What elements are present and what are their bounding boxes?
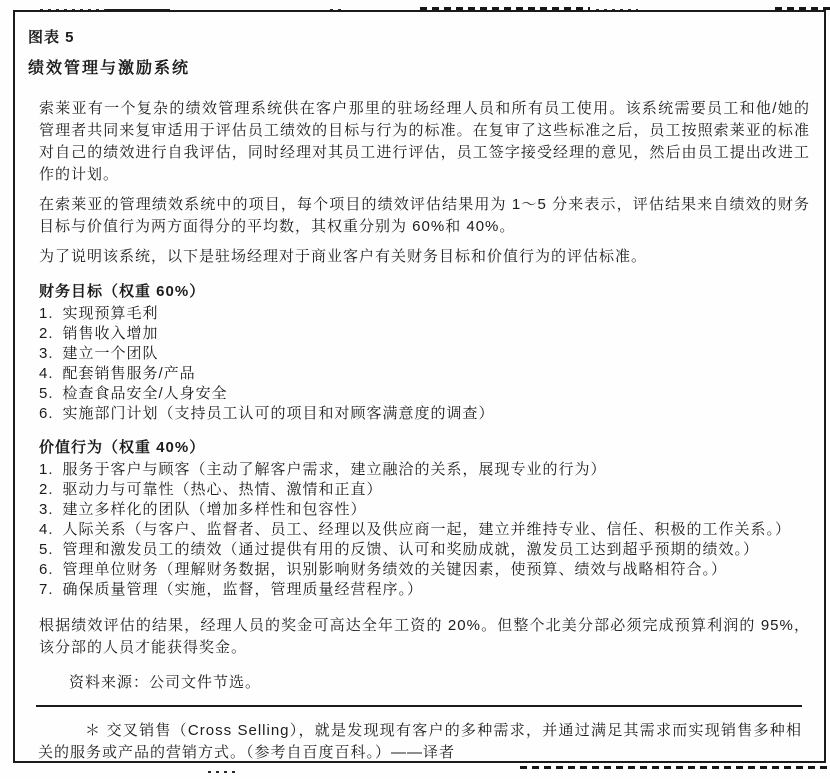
scan-artifact-bottom (208, 771, 238, 773)
value-behavior-text: 人际关系（与客户、监督者、员工、经理以及供应商一起，建立并维持专业、信任、积极的工作关系。） (62, 521, 792, 538)
exhibit-box (13, 10, 826, 763)
value-behavior-item (39, 580, 810, 600)
financial-goal-text: 配套销售服务/产品 (62, 365, 196, 382)
financial-goal-text: 实现预算毛利 (62, 305, 159, 322)
financial-goal-item (39, 404, 810, 424)
value-behavior-text: 服务于客户与顾客（主动了解客户需求，建立融洽的关系，展现专业的行为） (62, 461, 607, 478)
value-behavior-item (39, 520, 810, 540)
value-behavior-text: 驱动力与可靠性（热心、热情、激情和正直） (62, 481, 383, 498)
footnote-divider (36, 705, 802, 763)
value-behavior-item (39, 480, 810, 500)
value-behaviors-heading: 价值行为（权重 40%） (39, 439, 206, 456)
exhibit-body (39, 98, 810, 693)
exhibit-label: 图表 5 (28, 29, 75, 46)
closing-paragraph: 根据绩效评估的结果，经理人员的奖金可高达全年工资的 20%。但整个北美分部必须完成预算利润的 95%，该分部的人员才能获得奖金。 (39, 617, 810, 656)
financial-goal-text: 实施部门计划（支持员工认可的项目和对顾客满意度的调查） (62, 405, 495, 422)
financial-goal-item (39, 344, 810, 364)
intro-paragraph-3: 为了说明该系统，以下是驻场经理对于商业客户有关财务目标和价值行为的评估标准。 (39, 248, 648, 265)
value-behavior-item (39, 500, 810, 520)
translator-footnote: ＊ 交叉销售（Cross Selling），就是发现现有客户的多种需求，并通过满足其需求而实现销售多种相关的服务或产品的营销方式。（参考自百度百科。）——译者 (38, 722, 802, 761)
value-behavior-text: 管理单位财务（理解财务数据，识别影响财务绩效的关键因素，使预算、绩效与战略相符合。） (62, 561, 728, 578)
financial-goals-heading: 财务目标（权重 60%） (39, 283, 206, 300)
source-note: 资料来源：公司文件节选。 (69, 674, 262, 691)
scan-artifact-bottom (520, 766, 830, 769)
intro-paragraph-1: 索莱亚有一个复杂的绩效管理系统供在客户那里的驻场经理人员和所有员工使用。该系统需要员工和他/她的管理者共同来复审适用于评估员工绩效的目标与行为的标准。在复审了这些标准之后，员工按照索莱亚的标准对自己的绩效进行自我评估，同时经理对其员工进行评估，员工签字接受经理的意见，然后由员工提出改进工作的计划。 (39, 100, 810, 183)
financial-goal-item (39, 324, 810, 344)
financial-goal-item (39, 384, 810, 404)
intro-paragraph-2: 在索莱亚的管理绩效系统中的项目，每个项目的绩效评估结果用为 1～5 分来表示，评估结果来自绩效的财务目标与价值行为两方面得分的平均数，其权重分别为 60%和 40%。 (39, 196, 810, 235)
value-behavior-item (39, 460, 810, 480)
value-behavior-item (39, 560, 810, 580)
financial-goal-item (39, 364, 810, 384)
financial-goals-list (39, 304, 810, 424)
value-behavior-text: 建立多样化的团队（增加多样性和包容性） (62, 501, 367, 518)
value-behavior-text: 管理和激发员工的绩效（通过提供有用的反馈、认可和奖励成就，激发员工达到超乎预期的绩效。） (62, 541, 760, 558)
value-behavior-text: 确保质量管理（实施，监督，管理质量经营程序。） (62, 581, 424, 598)
financial-goal-text: 检查食品安全/人身安全 (62, 385, 228, 402)
value-behavior-item (39, 540, 810, 560)
exhibit-title: 绩效管理与激励系统 (28, 60, 191, 77)
financial-goal-item (39, 304, 810, 324)
financial-goal-text: 销售收入增加 (62, 325, 159, 342)
value-behaviors-list (39, 460, 810, 600)
financial-goal-text: 建立一个团队 (62, 345, 159, 362)
